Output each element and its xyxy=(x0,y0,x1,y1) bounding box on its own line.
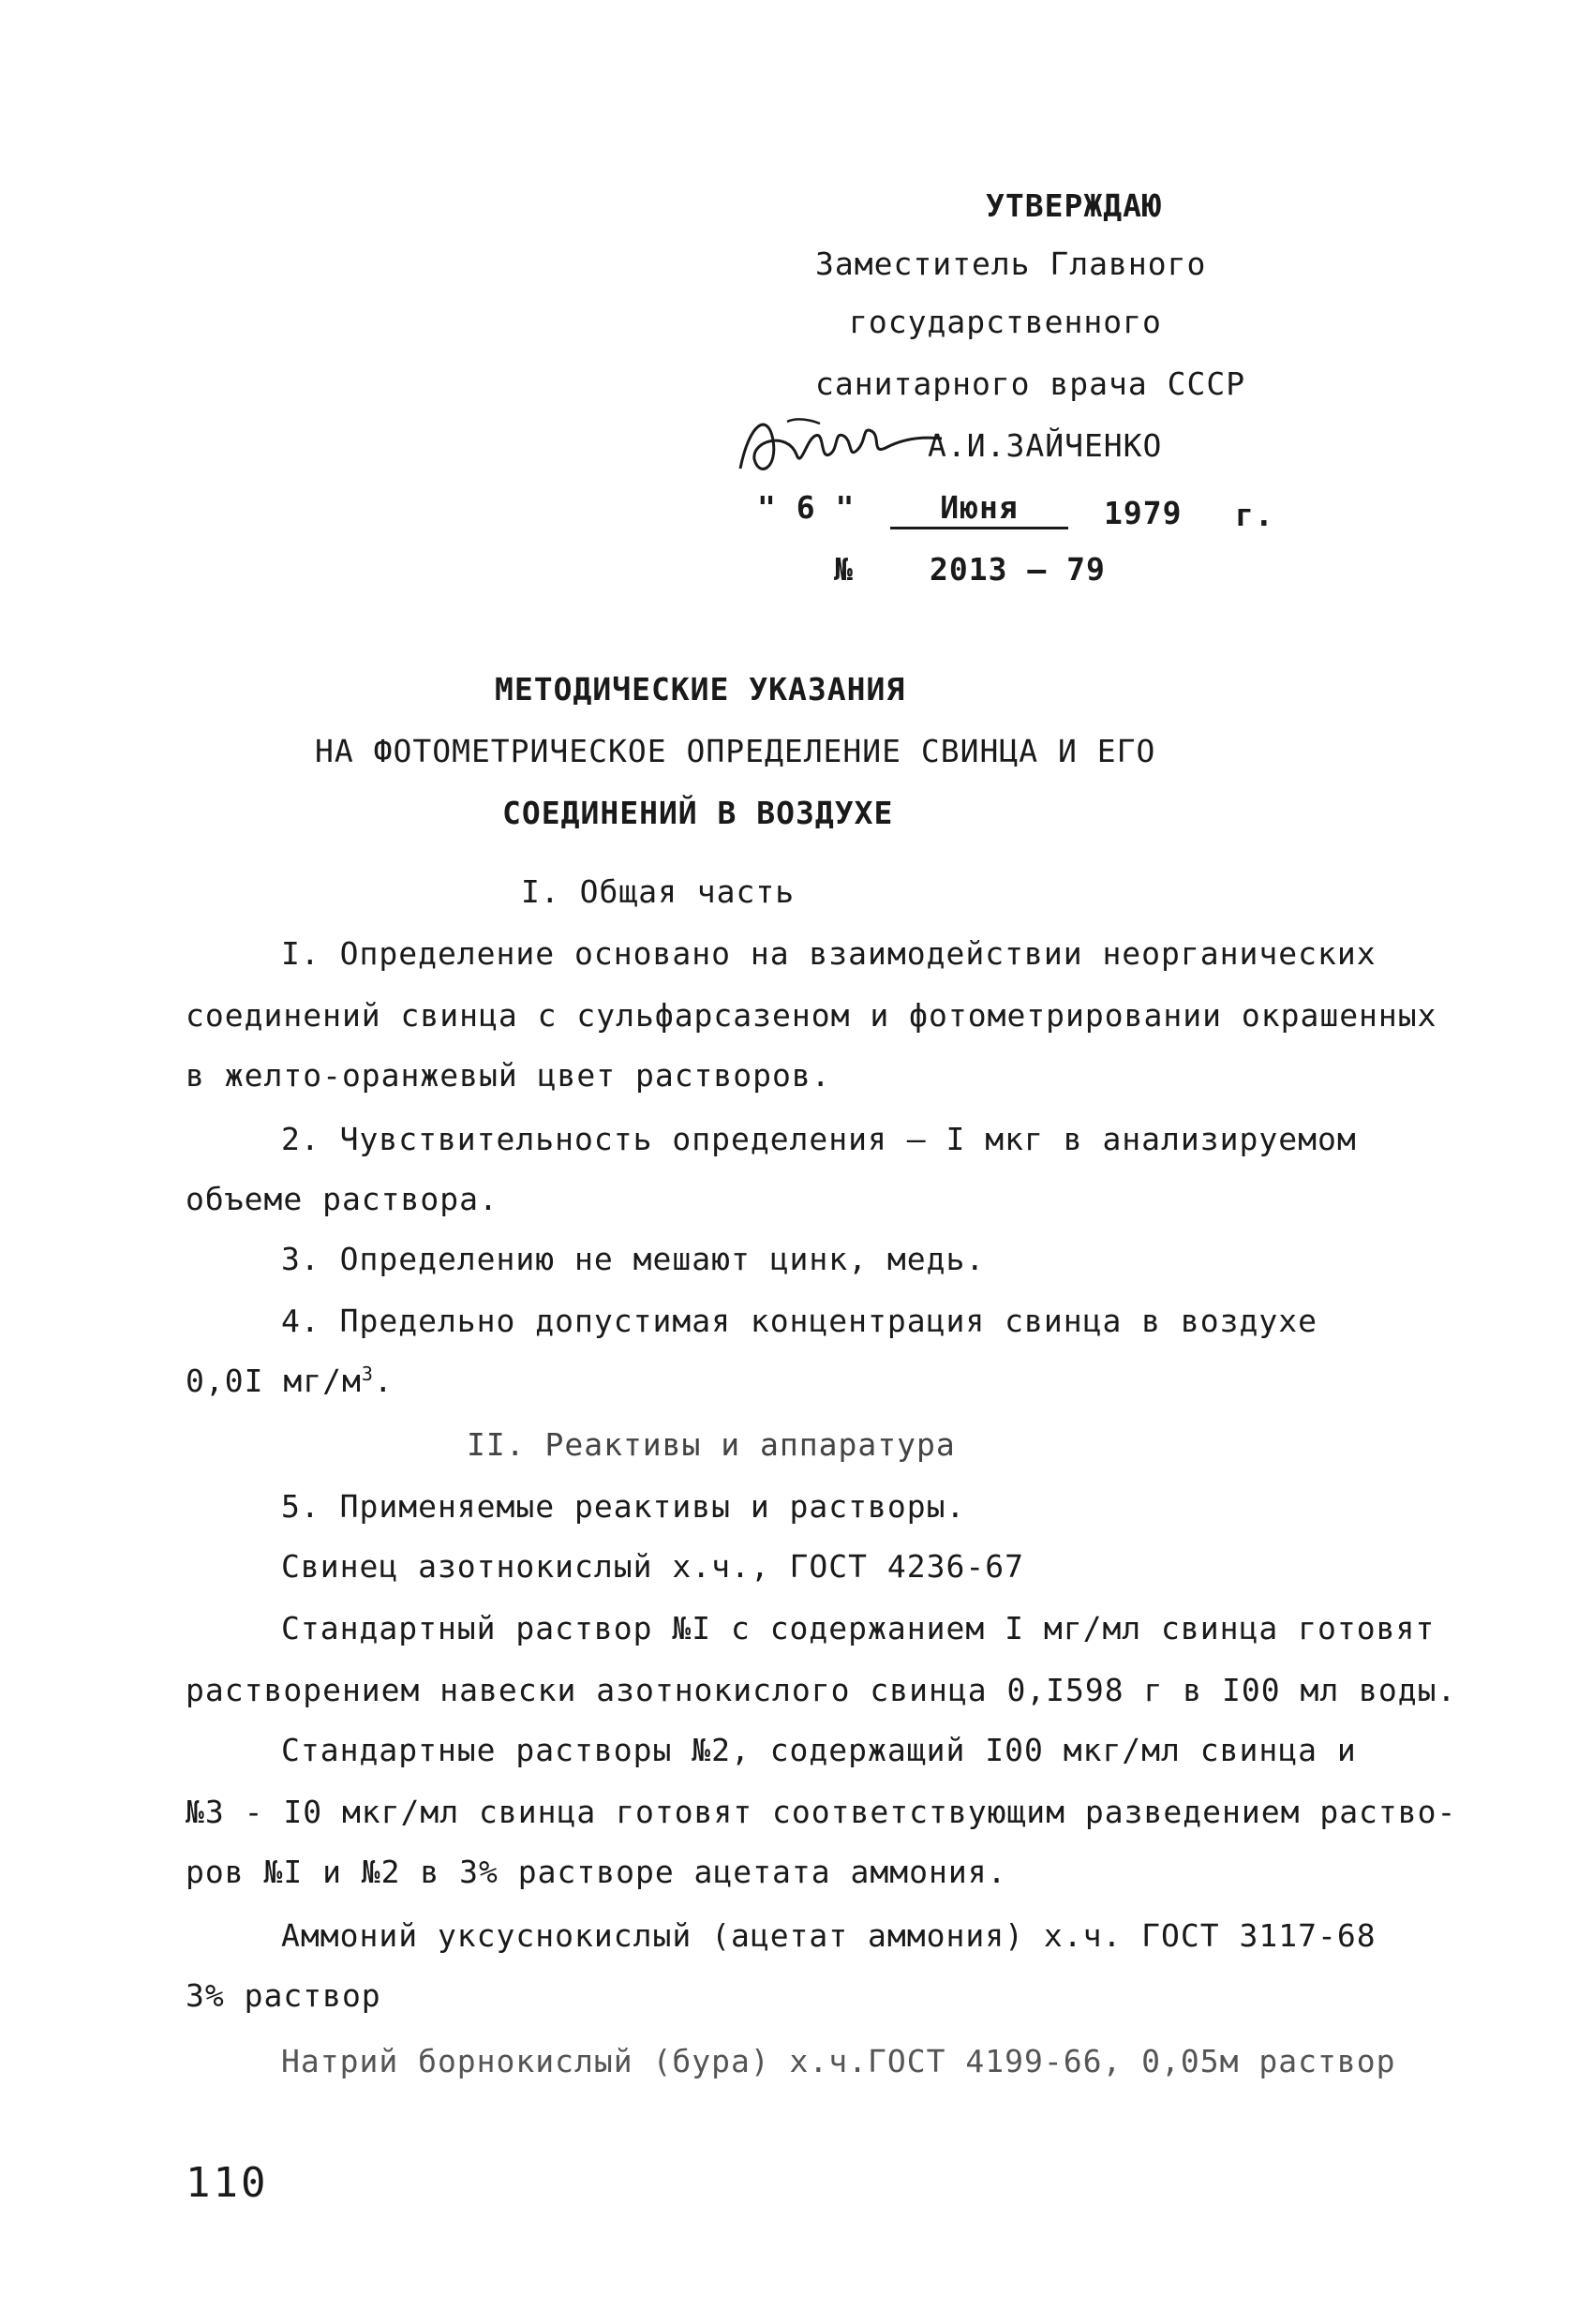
reagent-2-line-2: растворением навески азотнокислого свинца 0,I598 г в I00 мл воды. xyxy=(186,1672,1457,1708)
handwritten-signature xyxy=(731,403,946,487)
approval-date-year: 1979 xyxy=(1104,495,1183,531)
paragraph-1-line-2: соединений свинца с сульфарсазеном и фотометрировании окрашенных xyxy=(186,997,1437,1034)
document-title-line-2: НА ФОТОМЕТРИЧЕСКОЕ ОПРЕДЕЛЕНИЕ СВИНЦА И ЕГО xyxy=(315,733,1156,769)
document-title-line-1: МЕТОДИЧЕСКИЕ УКАЗАНИЯ xyxy=(495,671,906,708)
approval-number-prefix: № xyxy=(834,551,854,588)
approval-heading: УТВЕРЖДАЮ xyxy=(986,187,1162,224)
reagent-4-line-2: 3% раствор xyxy=(186,1977,381,2014)
paragraph-4-line-1: 4. Предельно допустимая концентрация свинца в воздухе xyxy=(281,1303,1318,1339)
paragraph-1-line-3: в желто-оранжевый цвет растворов. xyxy=(186,1057,831,1094)
approval-date-suffix: г. xyxy=(1235,497,1274,533)
reagent-3-line-3: ров №I и №2 в 3% растворе ацетата аммония. xyxy=(186,1854,1007,1890)
approval-date-month: Июня xyxy=(890,489,1068,529)
paragraph-1-line-1: I. Определение основано на взаимодействии неорганических xyxy=(281,935,1377,972)
page-number: 110 xyxy=(186,2159,269,2207)
paragraph-3: 3. Определению не мешают цинк, медь. xyxy=(281,1241,986,1277)
approval-date-day: " 6 " xyxy=(757,489,856,526)
approval-position-line-1: Заместитель Главного xyxy=(815,246,1207,282)
reagent-1: Свинец азотнокислый х.ч., ГОСТ 4236-67 xyxy=(281,1548,1024,1585)
section-2-heading: II. Реактивы и аппаратура xyxy=(467,1426,956,1463)
approver-name: А.И.ЗАЙЧЕНКО xyxy=(928,427,1163,464)
section-1-heading: I. Общая часть xyxy=(521,873,796,910)
paragraph-2-line-2: объеме раствора. xyxy=(186,1181,499,1217)
approval-number: 2013 – 79 xyxy=(930,551,1106,588)
reagent-3-line-1: Стандартные растворы №2, содержащий I00 мкг/мл свинца и xyxy=(281,1732,1357,1768)
reagent-3-line-2: №3 - I0 мкг/мл свинца готовят соответствующим разведением раство- xyxy=(186,1794,1457,1830)
approval-position-line-2: государственного xyxy=(849,304,1162,340)
paragraph-2-line-1: 2. Чувствительность определения – I мкг в анализируемом xyxy=(281,1121,1357,1157)
document-title-line-3: СОЕДИНЕНИЙ В ВОЗДУХЕ xyxy=(502,795,894,831)
approval-position-line-3: санитарного врача СССР xyxy=(815,365,1246,402)
reagent-4-line-1: Аммоний уксуснокислый (ацетат аммония) х.ч. ГОСТ 3117-68 xyxy=(281,1917,1377,1954)
paragraph-5: 5. Применяемые реактивы и растворы. xyxy=(281,1488,966,1525)
paragraph-4-line-2: 0,0I $мг/м^3$. xyxy=(186,1363,394,1399)
reagent-5: Натрий борнокислый (бура) х.ч.ГОСТ 4199-66, 0,05м раствор xyxy=(281,2043,1396,2079)
reagent-2-line-1: Стандартный раствор №I с содержанием I мг/мл свинца готовят xyxy=(281,1610,1436,1646)
